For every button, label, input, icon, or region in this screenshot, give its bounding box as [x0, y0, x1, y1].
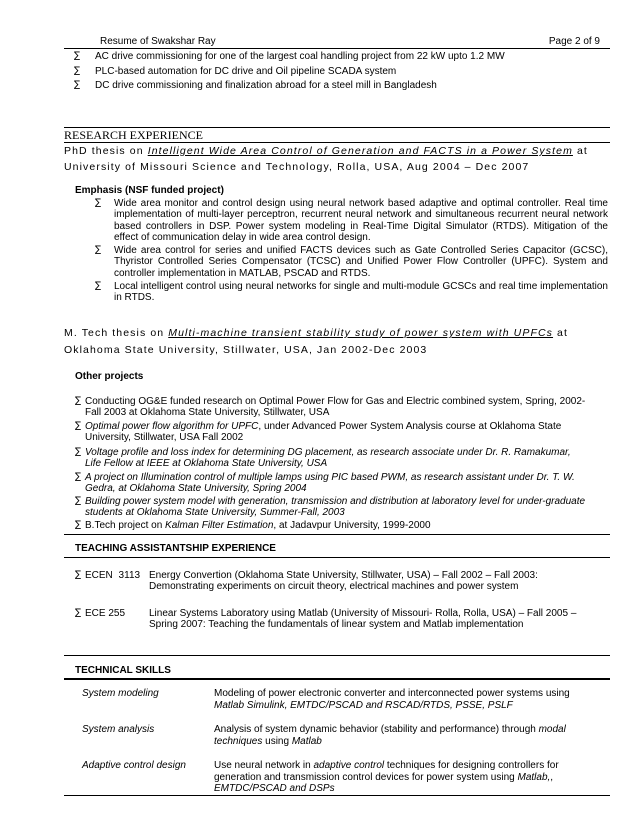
phd-institution: University of Missouri Science and Technology, Rolla, USA, Aug 2004 – Dec 2007: [64, 161, 530, 173]
skill-tools: Matlab: [291, 736, 322, 747]
phd-suffix: at: [572, 145, 588, 157]
project-item-cont: Life Fellow at IEEE at Oklahoma State University, USA: [85, 458, 328, 469]
skill-term: modal: [538, 724, 566, 735]
page-header: [64, 0, 610, 48]
skill-description-cont: [214, 772, 594, 784]
skill-label: System analysis: [82, 724, 155, 735]
mtech-thesis-title: Multi-machine transient stability study of power system with UPFCs: [168, 327, 554, 339]
bullet-icon: ∑: [75, 608, 82, 618]
bullet-icon: ∑: [75, 570, 82, 580]
project-item-cont: Fall 2003 at Oklahoma State University, Stillwater, USA: [85, 407, 330, 418]
bullet-icon: ∑: [74, 80, 81, 90]
skill-text: techniques for designing controllers for: [384, 760, 559, 771]
project-title: Optimal power flow algorithm for UPFC: [85, 421, 259, 432]
skill-label: System modeling: [82, 688, 159, 699]
bullet-icon: ∑: [75, 520, 82, 530]
list-item: DC drive commissioning and finalization abroad for a steel mill in Bangladesh: [95, 80, 437, 91]
project-detail: , at Jadavpur University, 1999-2000: [273, 520, 431, 531]
section-rule: [64, 557, 610, 558]
header-page-number: Page 2 of 9: [548, 36, 600, 47]
mtech-thesis-line: [64, 327, 568, 339]
emphasis-label: Emphasis (NSF funded project): [75, 185, 224, 196]
skill-description: [214, 724, 594, 736]
page-bottom-rule: [64, 795, 610, 796]
mtech-institution: Oklahoma State University, Stillwater, USA, Jan 2002-Dec 2003: [64, 344, 428, 356]
course-description: Energy Convertion (Oklahoma State University, Stillwater, USA) – Fall 2002 – Fall 2003:: [149, 570, 538, 581]
skill-text: ,: [550, 772, 554, 783]
list-item: AC drive commissioning for one of the largest coal handling project from 22 kW upto 1.2 MW: [95, 51, 505, 62]
phd-thesis-title: Intelligent Wide Area Control of Generation and FACTS in a Power System: [147, 145, 573, 157]
skill-tools: EMTDC/PSCAD and DSPs: [214, 783, 335, 794]
skill-tools: Matlab Simulink, EMTDC/PSCAD and RSCAD/RTDS, PSSE, PSLF: [214, 700, 513, 711]
course-code: ECEN 3113: [85, 570, 141, 581]
skill-tools: Matlab,: [517, 772, 551, 783]
course-description-cont: Spring 2007: Teaching the fundamentals of linear system and Matlab implementation: [149, 619, 524, 630]
bullet-icon: ∑: [75, 421, 82, 431]
emphasis-item: Local intelligent control using neural networks for single and multi-module GCSCs and real time implementation in RTDS.: [114, 281, 608, 304]
project-detail: , under Advanced Power System Analysis course at Oklahoma State: [258, 421, 562, 432]
section-rule: [64, 655, 610, 656]
emphasis-item: Wide area monitor and control design using neural network based adaptive and optimal controller. Real time implementation of multi-layer perceptron, recurrent neural network and simultaneous recurrent neural network based controllers in DSP. Power system modeling in Real-Time Digital Simulator (RTDS). Mitigation of the effect of communication delay in wide area control design.: [114, 198, 608, 244]
research-heading: RESEARCH EXPERIENCE: [64, 128, 204, 142]
header-rule: [64, 48, 610, 49]
section-rule: [64, 678, 610, 680]
skill-text: using: [262, 736, 292, 747]
project-item: [85, 520, 431, 532]
skill-text: Analysis of system dynamic behavior (stability and performance) through: [214, 724, 539, 735]
teaching-heading: TEACHING ASSISTANTSHIP EXPERIENCE: [75, 543, 276, 554]
project-prefix: B.Tech project on: [85, 520, 166, 531]
project-item: Building power system model with generation, transmission and distribution at laboratory level for under-graduate: [85, 496, 586, 507]
project-item: Voltage profile and loss index for determining DG placement, as research associate under Dr. R. Ramakumar,: [85, 447, 571, 458]
project-item-cont: students at Oklahoma State University, Summer-Fall, 2003: [85, 507, 345, 518]
skill-term: adaptive control: [313, 760, 385, 771]
project-item: A project on Illumination control of multiple lamps using PIC based PWM, as research assistant under Dr. T. W.: [85, 472, 575, 483]
project-item-cont: University, Stillwater, USA Fall 2002: [85, 432, 244, 443]
project-item: Conducting OG&E funded research on Optimal Power Flow for Gas and Electric combined system, Spring, 2002-: [85, 396, 586, 407]
other-projects-label: Other projects: [75, 371, 144, 382]
section-rule: [64, 142, 610, 143]
course-description-cont: Demonstrating experiments on circuit theory, electrical machines and power system: [149, 581, 519, 592]
bullet-icon: ∑: [75, 472, 82, 482]
bullet-icon: ∑: [74, 66, 81, 76]
skill-label: Adaptive control design: [82, 760, 186, 771]
bullet-icon: ∑: [95, 245, 102, 255]
bullet-icon: ∑: [95, 198, 102, 208]
skill-text: generation and transmission control devices for power system using: [214, 772, 518, 783]
project-title: Kalman Filter Estimation: [165, 520, 274, 531]
phd-prefix: PhD thesis on: [64, 145, 148, 157]
bullet-icon: ∑: [75, 396, 82, 406]
project-item-cont: Gedra, at Oklahoma State University, Spring 2004: [85, 483, 307, 494]
section-rule: [64, 534, 610, 535]
bullet-icon: ∑: [75, 496, 82, 506]
mtech-prefix: M. Tech thesis on: [64, 327, 169, 339]
list-item: PLC-based automation for DC drive and Oil pipeline SCADA system: [95, 66, 397, 77]
skills-heading: TECHNICAL SKILLS: [75, 665, 171, 676]
mtech-suffix: at: [553, 327, 569, 339]
skill-term: techniques: [214, 736, 263, 747]
bullet-icon: ∑: [95, 281, 102, 291]
skill-description: Modeling of power electronic converter and interconnected power systems using: [214, 688, 570, 699]
phd-thesis-line: [64, 145, 588, 157]
skill-description: [214, 760, 594, 772]
skill-text: Use neural network in: [214, 760, 314, 771]
emphasis-item: Wide area control for series and unified FACTS devices such as Gate Controlled Series Capacitor (GCSC), Thyristor Controlled Series Compensator (TCSC) and Unified Power Flow Controller (UPFC). System and controller implementation in MATLAB, PSCAD and RTDS.: [114, 245, 608, 279]
course-description: Linear Systems Laboratory using Matlab (University of Missouri- Rolla, Rolla, USA) – Fall 2005 –: [149, 608, 577, 619]
bullet-icon: ∑: [74, 51, 81, 61]
skill-description-cont: [214, 736, 594, 748]
project-item: [85, 421, 561, 433]
course-code: ECE 255: [85, 608, 126, 619]
header-title: Resume of Swakshar Ray: [100, 36, 216, 47]
bullet-icon: ∑: [75, 447, 82, 457]
